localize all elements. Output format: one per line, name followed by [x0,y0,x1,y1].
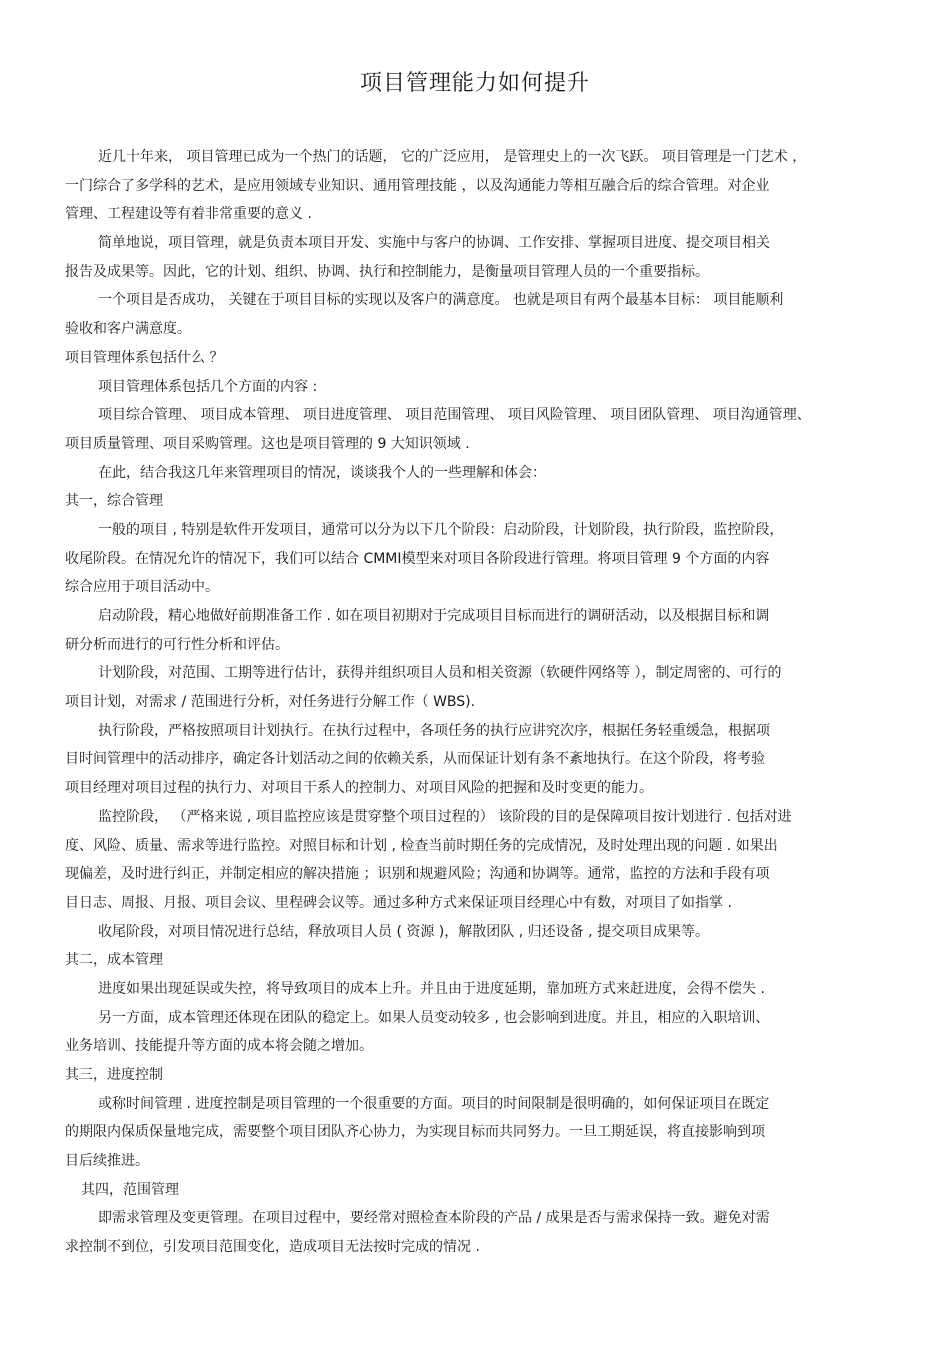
text-line: 其二，成本管理 [65,952,163,969]
text-line: 简单地说，项目管理，就是负责本项目开发、实施中与客户的协调、工作安排、掌握项目进度、提交项目相关 [98,235,770,252]
text-line: 启动阶段，精心地做好前期准备工作 . 如在项目初期对于完成项目目标而进行的调研活动，以及根据目标和调 [98,608,770,624]
text-line: 研分析而进行的可行性分析和评估。 [65,636,289,653]
text-line: 近几十年来， 项目管理已成为一个热门的话题， 它的广泛应用， 是管理史上的一次飞跃。 项目管理是一门艺术 ， [98,149,807,165]
text-line: 执行阶段，严格按照项目计划执行。在执行过程中，各项任务的执行应讲究次序，根据任务轻重缓急，根据项 [98,722,770,739]
text-line: 度、风险、质量、需求等进行监控。对照目标和计划 , 检查当前时期任务的完成情况，及时处理出现的问题 . 如果出 [65,837,778,854]
text-line: 其一，综合管理 [65,493,163,510]
document-body [65,143,895,1262]
text-line: 目时间管理中的活动排序，确定各计划活动之间的依赖关系，从而保证计划有条不紊地执行。在这个阶段，将考验 [65,751,765,768]
text-line: 验收和客户满意度。 [65,321,191,338]
text-line: 项目管理体系包括几个方面的内容 : [98,378,318,395]
text-line: 的期限内保质保量地完成，需要整个项目团队齐心协力，为实现目标而共同努力。一旦工期延误，将直接影响到项 [65,1124,765,1141]
text-line: 求控制不到位，引发项目范围变化，造成项目无法按时完成的情况 . [65,1239,480,1256]
text-line: 另一方面，成本管理还体现在团队的稳定上。如果人员变动较多 , 也会影响到进度。并且，相应的入职培训、 [98,1009,770,1026]
text-line: 监控阶段， （严格来说 , 项目监控应该是贯穿整个项目过程的） 该阶段的目的是保障项目按计划进行 . 包括对进 [98,808,792,825]
text-line: 在此，结合我这几年来管理项目的情况，谈谈我个人的一些理解和体会： [98,464,546,481]
text-line: 其四，范围管理 [81,1181,179,1198]
text-line: 报告及成果等。因此，它的计划、组织、协调、执行和控制能力，是衡量项目管理人员的一个重要指标。 [65,263,709,280]
text-line: 业务培训、技能提升等方面的成本将会随之增加。 [65,1038,373,1055]
text-line: 现偏差，及时进行纠正，并制定相应的解决措施 ；识别和规避风险；沟通和协调等。通常，监控的方法和手段有项 [65,866,770,883]
text-line: 其三，进度控制 [65,1067,163,1083]
text-line: 项目经理对项目过程的执行力、对项目干系人的控制力、对项目风险的把握和及时变更的能力。 [65,780,653,797]
text-line: 计划阶段，对范围、工期等进行估计，获得并组织项目人员和相关资源（软硬件网络等 ），制定周密的、可行的 [98,665,782,682]
text-line: 项目管理体系包括什么 ？ [65,349,224,366]
text-line: 目后续推进。 [65,1153,149,1170]
text-line: 一门综合了多学科的艺术，是应用领域专业知识、通用管理技能 ，以及沟通能力等相互融合后的综合管理。对企业 [65,177,770,194]
text-line: 项目质量管理、项目采购管理。这也是项目管理的 9 大知识领域 . [65,435,470,452]
text-line: 目日志、周报、月报、项目会议、里程碑会议等。通过多种方式来保证项目经理心中有数，对项目了如指掌 . [65,894,732,911]
text-line: 一个项目是否成功， 关键在于项目目标的实现以及客户的满意度。 也就是项目有两个最基本目标： 项目能顺利 [98,292,784,309]
text-line: 一般的项目 , 特别是软件开发项目，通常可以分为以下几个阶段：启动阶段，计划阶段，执行阶段，监控阶段， [98,521,784,538]
text-line: 或称时间管理 . 进度控制是项目管理的一个很重要的方面。项目的时间限制是很明确的，如何保证项目在既定 [98,1095,770,1112]
text-line: 进度如果出现延误或失控，将导致项目的成本上升。并且由于进度延期，靠加班方式来赶进度，会得不偿失 . [98,980,765,997]
text-line: 项目计划，对需求 / 范围进行分析，对任务进行分解工作（ WBS). [65,694,476,711]
text-line: 收尾阶段，对项目情况进行总结，释放项目人员 ( 资源 )，解散团队 , 归还设备 , 提交项目成果等。 [98,923,709,940]
text-line: 综合应用于项目活动中。 [65,579,219,596]
text-line: 收尾阶段。在情况允许的情况下，我们可以结合 CMMI模型来对项目各阶段进行管理。将项目管理 9 个方面的内容 [65,550,770,567]
text-line: 即需求管理及变更管理。在项目过程中，要经常对照检查本阶段的产品 / 成果是否与需求保持一致。避免对需 [98,1210,770,1227]
text-line: 项目综合管理、 项目成本管理、 项目进度管理、 项目范围管理、 项目风险管理、 项目团队管理、 项目沟通管理、 [98,407,811,424]
page-title: 项目管理能力如何提升 [359,71,590,96]
text-line: 管理、工程建设等有着非常重要的意义 . [65,206,312,223]
